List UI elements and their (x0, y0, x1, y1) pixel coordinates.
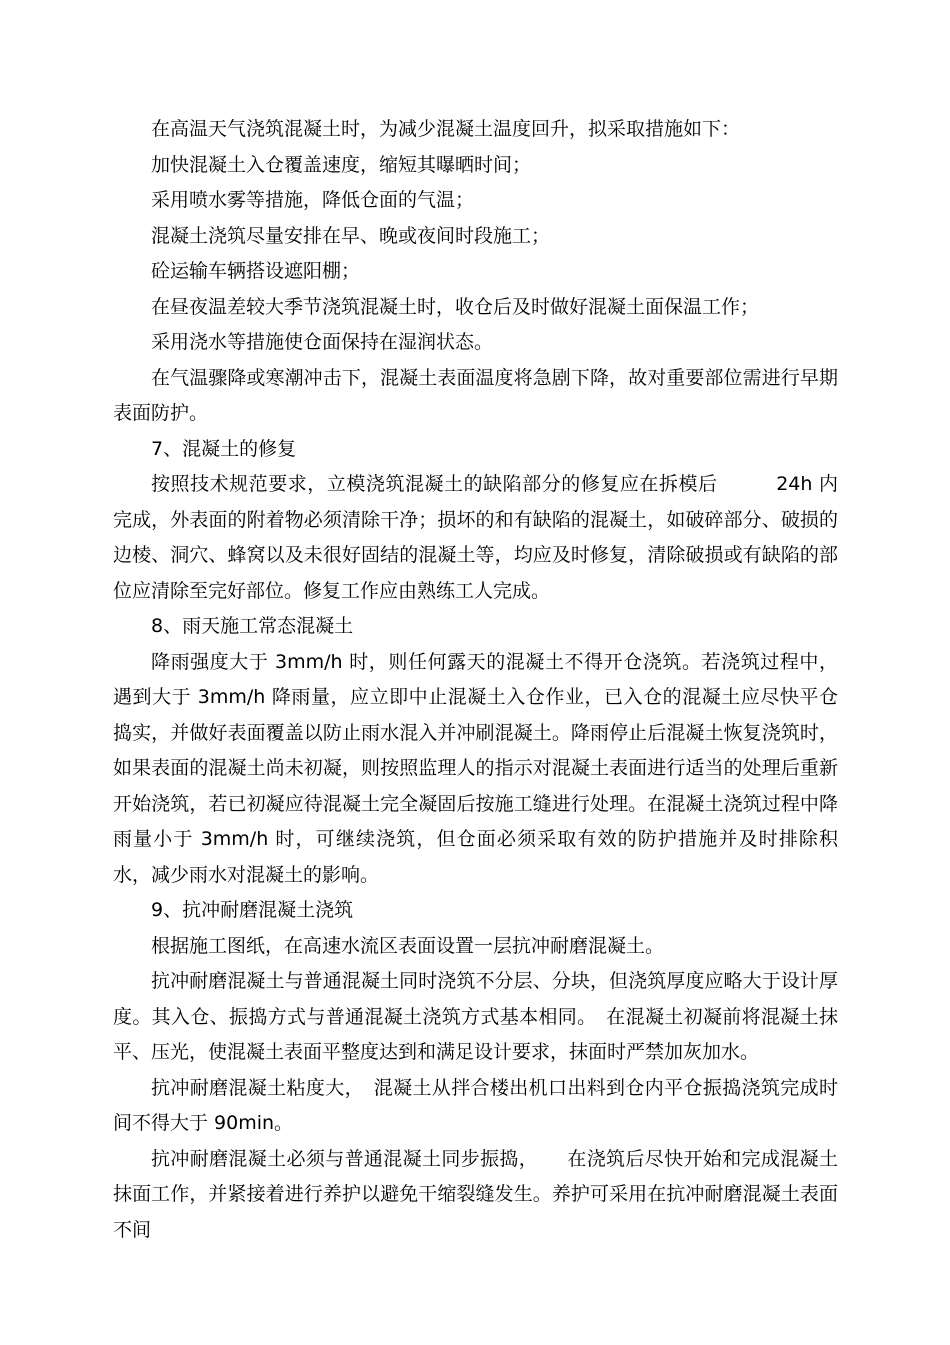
section-heading: 8、雨天施工常态混凝土 (151, 615, 354, 637)
paragraph: 在高温天气浇筑混凝土时，为减少混凝土温度回升，拟采取措施如下： (151, 118, 741, 140)
paragraph: 抗冲耐磨混凝土粘度大， 混凝土从拌合楼出机口出料到仓内平仓振捣浇筑完成时间不得大于 90min。 (113, 1076, 838, 1134)
paragraph: 在昼夜温差较大季节浇筑混凝土时，收仓后及时做好混凝土面保温工作； (151, 295, 760, 318)
paragraph: 砼运输车辆搭设遮阳棚； (151, 260, 361, 282)
paragraph: 抗冲耐磨混凝土与普通混凝土同时浇筑不分层、分块，但浇筑厚度应略大于设计厚度。其入仓、振捣方式与普通混凝土浇筑方式基本相同。 在混凝土初凝前将混凝土抹平、压光，使混凝土表面平整度达到和满足设计要求，抹面时严禁加灰加水。 (113, 970, 838, 1063)
document-body (113, 112, 838, 1248)
paragraph: 采用喷水雾等措施，降低仓面的气温； (151, 189, 475, 211)
paragraph: 降雨强度大于 3mm/h 时，则任何露天的混凝土不得开仓浇筑。若浇筑过程中，遇到大于 3mm/h 降雨量，应立即中止混凝土入仓作业，已入仓的混凝土应尽快平仓捣实，并做好表面覆盖以防止雨水混入并冲刷混凝土。降雨停止后混凝土恢复浇筑时，如果表面的混凝土尚未初凝，则按照监理人的指示对混凝土表面进行适当的处理后重新开始浇筑，若已初凝应待混凝土完全凝固后按施工缝进行处理。在混凝土浇筑过程中降雨量小于 3mm/h 时，可继续浇筑，但仓面必须采取有效的防护措施并及时排除积水，减少雨水对混凝土的影响。 (113, 650, 838, 886)
section-heading: 9、抗冲耐磨混凝土浇筑 (151, 899, 354, 921)
paragraph: 混凝土浇筑尽量安排在早、晚或夜间时段施工； (151, 224, 551, 247)
paragraph: 在气温骤降或寒潮冲击下，混凝土表面温度将急剧下降，故对重要部位需进行早期表面防护。 (113, 366, 838, 424)
paragraph: 采用浇水等措施使仓面保持在湿润状态。 (151, 331, 494, 353)
paragraph: 根据施工图纸，在高速水流区表面设置一层抗冲耐磨混凝土。 (151, 934, 665, 957)
paragraph: 加快混凝土入仓覆盖速度，缩短其曝晒时间； (151, 153, 532, 176)
paragraph: 抗冲耐磨混凝土必须与普通混凝土同步振捣， 在浇筑后尽快开始和完成混凝土抹面工作，并紧接着进行养护以避免干缩裂缝发生。养护可采用在抗冲耐磨混凝土表面不间 (113, 1147, 838, 1241)
paragraph: 按照技术规范要求，立模浇筑混凝土的缺陷部分的修复应在拆模后 24h 内完成，外表面的附着物必须清除干净；损坏的和有缺陷的混凝土，如破碎部分、破损的边棱、洞穴、蜂窝以及未很好固结的混凝土等，均应及时修复，清除破损或有缺陷的部位应清除至完好部位。修复工作应由熟练工人完成。 (113, 473, 838, 602)
section-heading: 7、混凝土的修复 (151, 437, 297, 460)
